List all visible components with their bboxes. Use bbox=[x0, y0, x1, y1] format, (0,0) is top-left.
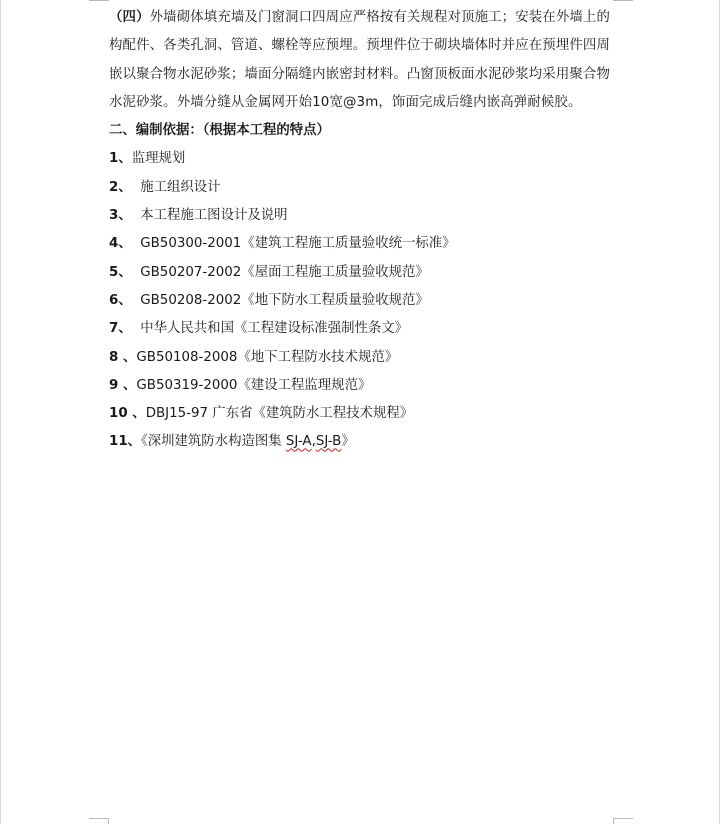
paragraph-lead: （四） bbox=[109, 10, 150, 25]
list-item: 4、 GB50300-2001《建筑工程施工质量验收统一标准》 bbox=[109, 236, 456, 252]
crop-mark-top-left bbox=[89, 0, 109, 1]
spellcheck-flagged-text[interactable]: SJ-B bbox=[315, 434, 342, 450]
body-paragraph bbox=[109, 4, 614, 117]
crop-mark-top-right bbox=[613, 0, 633, 1]
crop-mark-bottom-left-v bbox=[108, 818, 109, 824]
list-item: 8 、GB50108-2008《地下工程防水技术规范》 bbox=[109, 349, 399, 365]
paragraph-text: 外墙砌体填充墙及门窗洞口四周应严格按有关规程对顶施工；安装在外墙上的构配件、各类孔洞、管道、螺栓等应预埋。预埋件位于砌块墙体时并应在预埋件四周嵌以聚合物水泥砂浆；墙面分隔缝内嵌密封材料。凸窗顶板面水泥砂浆均采用聚合物水泥砂浆。外墙分缝从金属网开始10宽@3m，饰面完成后缝内嵌高弹耐候胶。 bbox=[109, 10, 611, 110]
spellcheck-flagged-text[interactable]: SJ-A bbox=[285, 434, 312, 450]
list-item: 2、 施工组织设计 bbox=[109, 179, 221, 195]
section-heading: 二、编制依据：（根据本工程的特点） bbox=[109, 123, 330, 139]
document-body[interactable] bbox=[109, 4, 614, 457]
list-item: 10 、DBJ15-97 广东省《建筑防水工程技术规程》 bbox=[109, 406, 414, 422]
crop-mark-bottom-right-v bbox=[613, 818, 614, 824]
list-item: 7、 中华人民共和国《工程建设标准强制性条文》 bbox=[109, 321, 409, 337]
list-item: 6、 GB50208-2002《地下防水工程质量验收规范》 bbox=[109, 292, 429, 308]
list-item: 9 、GB50319-2000《建设工程监理规范》 bbox=[109, 377, 372, 393]
crop-mark-bottom-left bbox=[89, 818, 109, 819]
list-item: 11、《深圳建筑防水构造图集 SJ-A,SJ-B》 bbox=[109, 434, 355, 450]
list-item: 3、 本工程施工图设计及说明 bbox=[109, 208, 288, 224]
crop-mark-bottom-right bbox=[613, 818, 633, 819]
list-item: 1、监理规划 bbox=[109, 151, 186, 167]
list-item: 5、 GB50207-2002《屋面工程施工质量验收规范》 bbox=[109, 264, 429, 280]
basis-list bbox=[109, 145, 614, 456]
